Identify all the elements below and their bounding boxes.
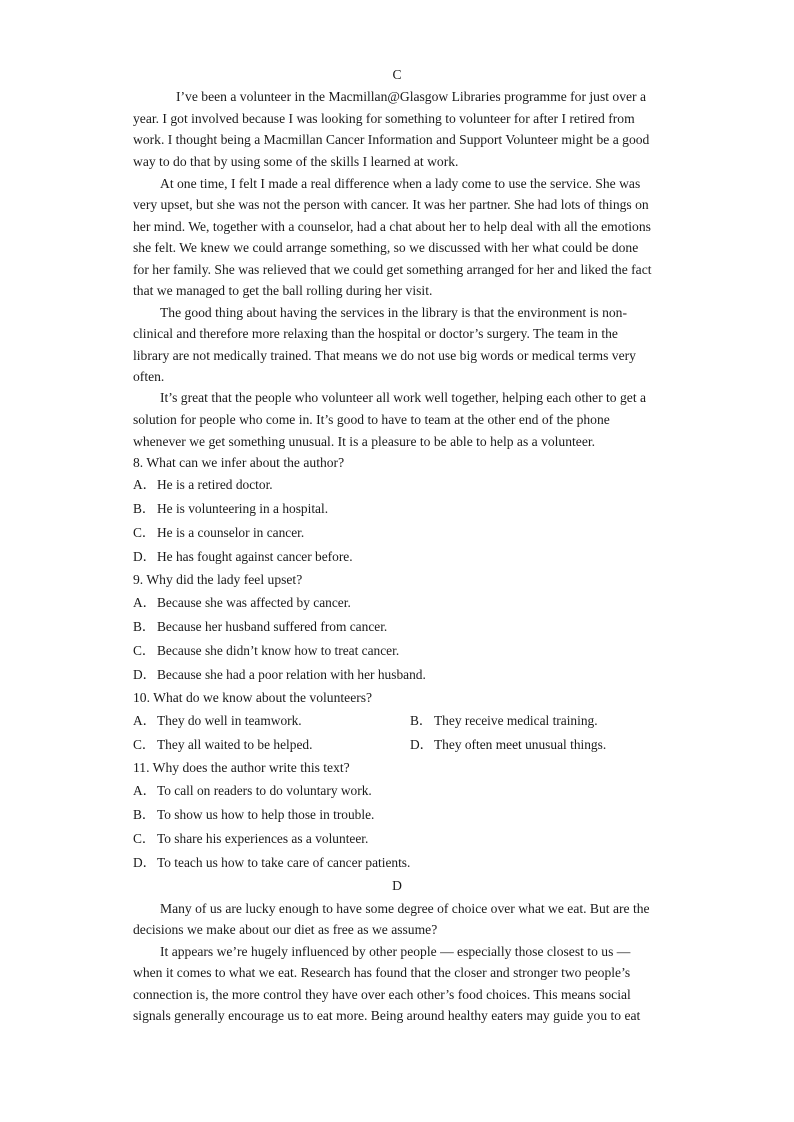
answer-option bbox=[133, 595, 673, 611]
answer-option bbox=[133, 783, 673, 799]
answer-option bbox=[133, 713, 403, 729]
option-text: He has fought against cancer before. bbox=[157, 549, 353, 564]
paragraph-line: The good thing about having the services in the library is that the environment is non- bbox=[160, 305, 627, 320]
option-label: B． bbox=[133, 807, 156, 822]
option-text: To call on readers to do voluntary work. bbox=[157, 783, 372, 798]
answer-option bbox=[133, 549, 673, 565]
option-text: To share his experiences as a volunteer. bbox=[157, 831, 369, 846]
option-label: D． bbox=[133, 855, 157, 870]
option-label: B． bbox=[410, 713, 433, 728]
answer-option bbox=[133, 477, 673, 493]
paragraph-line: solution for people who come in. It’s good to have to team at the other end of the phone bbox=[133, 412, 610, 427]
paragraph-line: very upset, but she was not the person with cancer. It was her partner. She had lots of things on bbox=[133, 197, 649, 212]
option-text: Because she didn’t know how to treat cancer. bbox=[157, 643, 400, 658]
answer-option bbox=[133, 667, 673, 683]
option-label: A． bbox=[133, 783, 157, 798]
paragraph-line: work. I thought being a Macmillan Cancer Information and Support Volunteer might be a good bbox=[133, 132, 650, 147]
answer-option bbox=[133, 807, 673, 823]
paragraph-line: she felt. We knew we could arrange something, so we discussed with her what could be done bbox=[133, 240, 639, 255]
answer-option bbox=[133, 855, 673, 871]
answer-option bbox=[410, 713, 598, 729]
paragraph-line: whenever we get something unusual. It is a pleasure to be able to help as a volunteer. bbox=[133, 434, 596, 449]
option-text: He is a retired doctor. bbox=[157, 477, 273, 492]
paragraph-line: way to do that by using some of the skills I learned at work. bbox=[133, 154, 459, 169]
option-label: A． bbox=[133, 477, 157, 492]
question-stem: 8. What can we infer about the author? bbox=[133, 455, 345, 470]
option-label: D． bbox=[133, 549, 157, 564]
paragraph-line: At one time, I felt I made a real difference when a lady come to use the service. She was bbox=[160, 176, 641, 191]
section-d-heading: D bbox=[392, 878, 402, 893]
option-text: To teach us how to take care of cancer patients. bbox=[157, 855, 411, 870]
question-stem: 10. What do we know about the volunteers? bbox=[133, 690, 373, 705]
paragraph-line: year. I got involved because I was looking for something to volunteer for after I retired from bbox=[133, 111, 635, 126]
option-text: He is volunteering in a hospital. bbox=[157, 501, 329, 516]
answer-option bbox=[133, 831, 673, 847]
question-stem: 11. Why does the author write this text? bbox=[133, 760, 350, 775]
paragraph-line: signals generally encourage us to eat more. Being around healthy eaters may guide you to eat bbox=[133, 1008, 641, 1023]
option-text: They do well in teamwork. bbox=[157, 713, 302, 728]
paragraph-line: that we managed to get the ball rolling during her visit. bbox=[133, 283, 433, 298]
option-label: C． bbox=[133, 525, 156, 540]
option-label: D． bbox=[410, 737, 434, 752]
option-text: Because her husband suffered from cancer. bbox=[157, 619, 388, 634]
option-text: To show us how to help those in trouble. bbox=[157, 807, 375, 822]
option-text: They often meet unusual things. bbox=[434, 737, 607, 752]
answer-option bbox=[410, 737, 606, 753]
section-c-heading: C bbox=[392, 67, 402, 82]
option-text: They all waited to be helped. bbox=[157, 737, 313, 752]
option-label: D． bbox=[133, 667, 157, 682]
answer-option bbox=[133, 619, 673, 635]
paragraph-line: her mind. We, together with a counselor, had a chat about her to help deal with all the emotions bbox=[133, 219, 651, 234]
option-label: C． bbox=[133, 737, 156, 752]
paragraph-line: It’s great that the people who volunteer all work well together, helping each other to get a bbox=[160, 390, 647, 405]
option-text: He is a counselor in cancer. bbox=[157, 525, 305, 540]
paragraph-line: when it comes to what we eat. Research has found that the closer and stronger two people’s bbox=[133, 965, 631, 980]
option-label: A． bbox=[133, 595, 157, 610]
paragraph-line: Many of us are lucky enough to have some degree of choice over what we eat. But are the bbox=[160, 901, 650, 916]
paragraph-line: library are not medically trained. That means we do not use big words or medical terms very bbox=[133, 348, 636, 363]
option-label: A． bbox=[133, 713, 157, 728]
option-label: C． bbox=[133, 643, 156, 658]
paragraph-line: It appears we’re hugely influenced by other people — especially those closest to us — bbox=[160, 944, 631, 959]
option-label: C． bbox=[133, 831, 156, 846]
option-label: B． bbox=[133, 501, 156, 516]
option-text: Because she was affected by cancer. bbox=[157, 595, 351, 610]
answer-option bbox=[133, 501, 673, 517]
answer-option bbox=[133, 643, 673, 659]
paragraph-line: decisions we make about our diet as free as we assume? bbox=[133, 922, 438, 937]
answer-option bbox=[133, 737, 403, 753]
option-text: Because she had a poor relation with her husband. bbox=[157, 667, 426, 682]
answer-option bbox=[133, 525, 673, 541]
paragraph-line: often. bbox=[133, 369, 165, 384]
paragraph-line: clinical and therefore more relaxing than the hospital or doctor’s surgery. The team in the bbox=[133, 326, 618, 341]
question-stem: 9. Why did the lady feel upset? bbox=[133, 572, 303, 587]
option-text: They receive medical training. bbox=[434, 713, 598, 728]
paragraph-line: connection is, the more control they have over each other’s food choices. This means social bbox=[133, 987, 631, 1002]
paragraph-line: for her family. She was relieved that we could get something arranged for her and liked the fact bbox=[133, 262, 652, 277]
option-label: B． bbox=[133, 619, 156, 634]
paragraph-line: I’ve been a volunteer in the Macmillan@Glasgow Libraries programme for just over a bbox=[176, 89, 647, 104]
